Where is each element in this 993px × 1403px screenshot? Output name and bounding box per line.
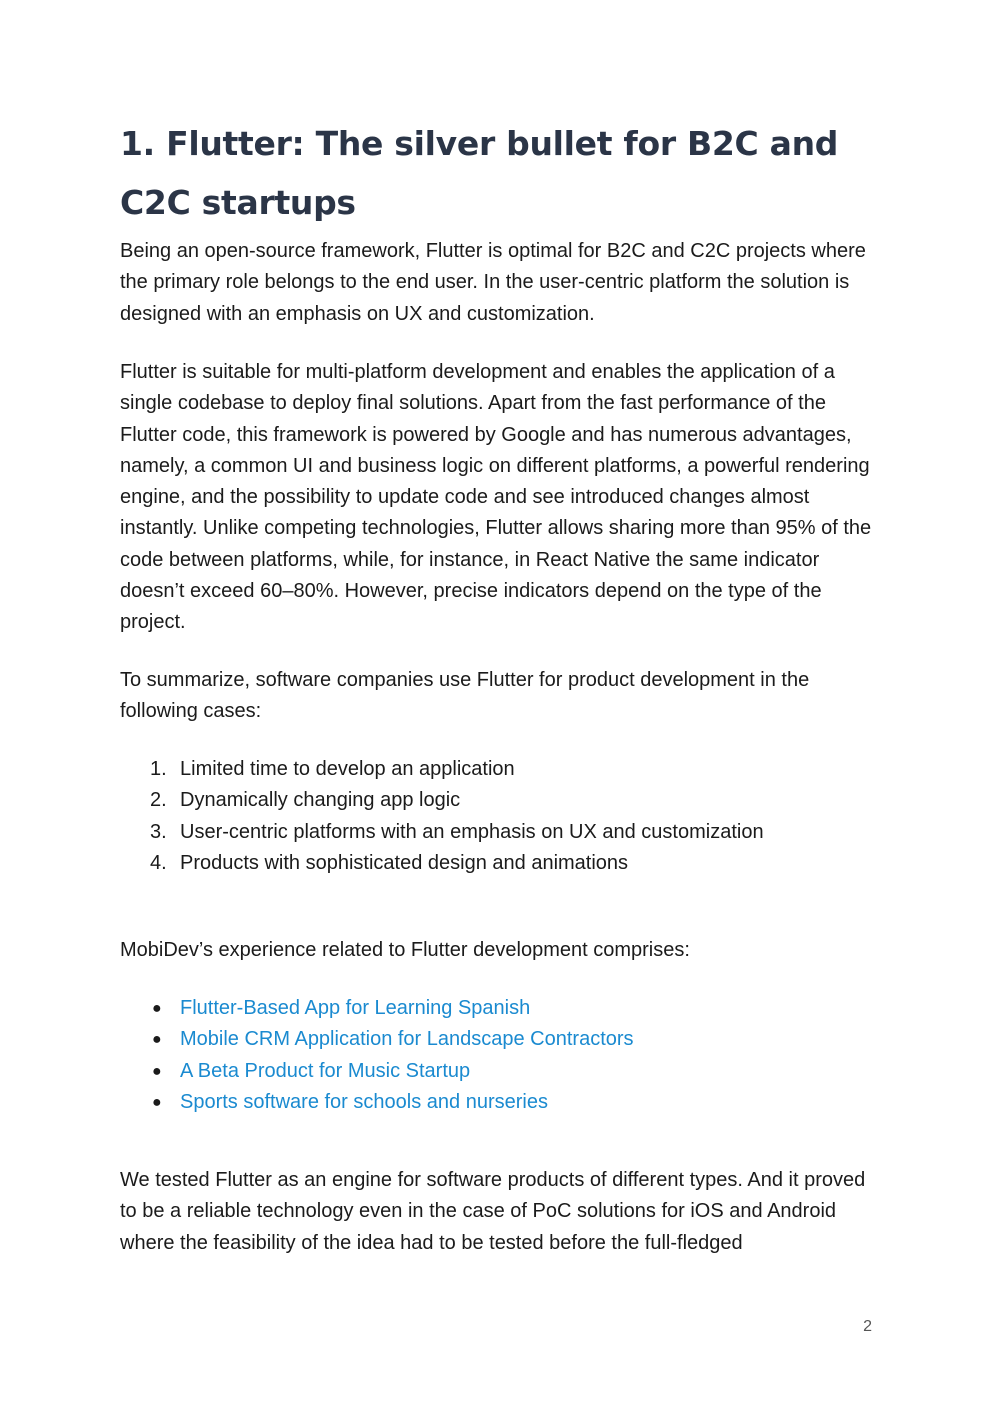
experience-paragraph: MobiDev’s experience related to Flutter development comprises: <box>120 939 690 961</box>
intro-paragraph: Being an open-source framework, Flutter is optimal for B2C and C2C projects where the primary role belongs to the end user. In the user-centric platform the solution is designed with an emphasis on UX and customization. <box>120 240 866 325</box>
bullet-icon: ● <box>152 1031 162 1049</box>
bullet-icon: ● <box>152 1093 162 1111</box>
tested-paragraph: We tested Flutter as an engine for software products of different types. And it proved to be a reliable technology even in the case of PoC solutions for iOS and Android where the feasibility of the idea had to be tested before the full-fledged <box>120 1169 866 1254</box>
list-marker: 2. <box>150 789 167 812</box>
project-link-crm-app[interactable]: Mobile CRM Application for Landscape Contractors <box>180 1028 634 1051</box>
list-item <box>120 785 872 816</box>
list-item <box>120 754 872 785</box>
page-number: 2 <box>863 1318 872 1335</box>
list-marker: 1. <box>150 758 167 780</box>
use-cases-list <box>120 754 872 879</box>
project-link-sports-software[interactable]: Sports software for schools and nurseries <box>180 1090 548 1113</box>
bullet-icon: ● <box>152 1000 162 1017</box>
list-item-text: User-centric platforms with an emphasis on UX and customization <box>180 820 764 843</box>
list-item <box>120 1024 872 1055</box>
projects-list <box>120 993 872 1118</box>
section-heading: 1. Flutter: The silver bullet for B2C and C2C startups <box>120 124 839 222</box>
list-item <box>120 848 872 879</box>
summary-paragraph: To summarize, software companies use Flutter for product development in the following cases: <box>120 669 810 723</box>
project-link-music-startup[interactable]: A Beta Product for Music Startup <box>180 1059 471 1082</box>
list-item <box>120 1056 872 1087</box>
list-item <box>120 817 872 848</box>
list-item-text: Limited time to develop an application <box>180 758 515 780</box>
list-item <box>120 1087 872 1118</box>
project-link-spanish-app[interactable]: Flutter-Based App for Learning Spanish <box>180 997 531 1019</box>
list-marker: 3. <box>150 820 167 843</box>
bullet-icon: ● <box>152 1062 162 1080</box>
list-marker: 4. <box>150 851 167 874</box>
list-item <box>120 993 872 1024</box>
advantages-paragraph: Flutter is suitable for multi-platform development and enables the application of a single codebase to deploy final solutions. Apart from the fast performance of the Flutter code, this framework is powered by Google and has numerous advantages, namely, a common UI and business logic on different platforms, a powerful rendering engine, and the possibility to update code and see introduced changes almost instantly. Unlike competing technologies, Flutter allows sharing more than 95% of the code between platforms, while, for instance, in React Native the same indicator doesn’t exceed 60–80%. However, precise indicators depend on the type of the project. <box>120 361 872 634</box>
list-item-text: Products with sophisticated design and animations <box>180 851 629 874</box>
list-item-text: Dynamically changing app logic <box>180 789 461 812</box>
